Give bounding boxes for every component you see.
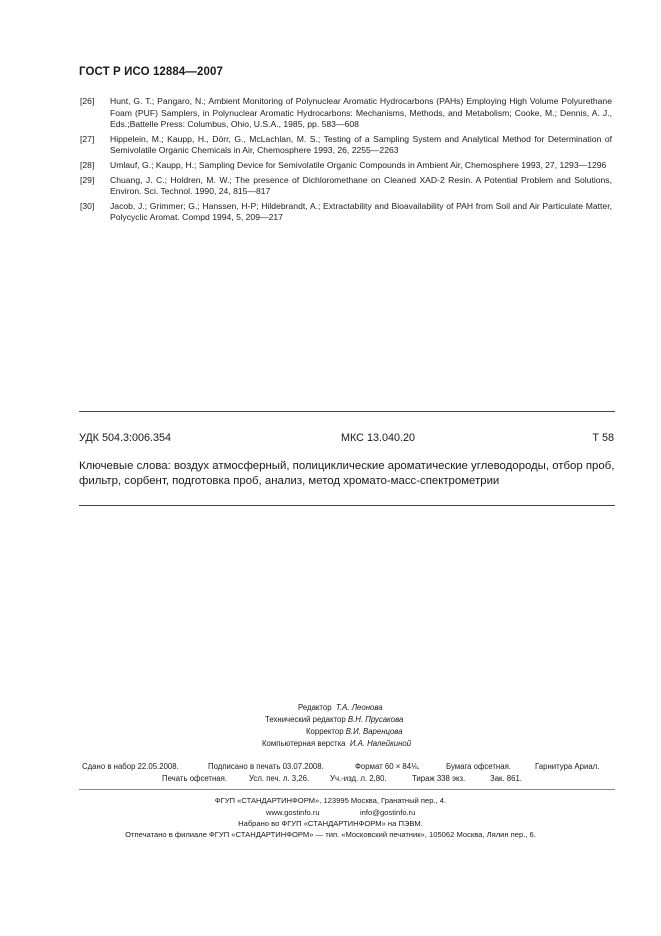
credit-label: Технический редактор [265, 715, 346, 724]
reference-text: Jacob, J.; Grimmer; G.; Hanssen, H-P; Hildebrandt, A.; Extractability and Bioavailability of PAH from Soil and Air Particulate Matter, Polycyclic Aromat. Compd 1994, 5, 209—217 [110, 200, 612, 223]
print-paper: Бумага офсетная. [446, 762, 511, 771]
publisher-site: www.gostinfo.ru [266, 808, 320, 817]
credit-layout [262, 738, 411, 750]
print-submitted: Сдано в набор 22.05.2008. [82, 762, 179, 771]
reference-number: [28] [80, 159, 95, 170]
reference-number: [27] [80, 133, 95, 144]
print-pub-sheets: Уч.-изд. л. 2,80. [330, 774, 387, 783]
credit-name: В.И. Варенцова [345, 727, 403, 736]
credit-label: Корректор [306, 727, 344, 736]
publisher-email: info@gostinfo.ru [360, 808, 416, 817]
publisher-printed: Отпечатано в филиале ФГУП «СТАНДАРТИНФОРМ» — тип. «Московский печатник», 105062 Москва, Лялин пер., 6. [125, 830, 536, 839]
print-typeface: Гарнитура Ариал. [535, 762, 600, 771]
mks-code: МКС 13.040.20 [341, 432, 415, 444]
print-order: Зак. 861. [490, 774, 522, 783]
document-code: ГОСТ Р ИСО 12884—2007 [79, 66, 224, 78]
reference-item [80, 160, 612, 172]
reference-number: [30] [80, 200, 95, 211]
credit-editor [298, 702, 383, 714]
publisher-address: ФГУП «СТАНДАРТИНФОРМ», 123995 Москва, Гранатный пер., 4. [214, 796, 447, 805]
reference-text: Umlauf, G.; Kaupp, H.; Sampling Device for Semivolatile Organic Compounds in Ambient Air, Chemosphere 1993, 27, 1293—1296 [110, 159, 607, 170]
reference-text: Hippelein, M.; Kaupp, H., Dörr, G., McLachlan, M. S.; Testing of a Sampling System and Analytical Method for Determination of Semivolatile Organic Chemicals in Air, Chemosphere 1993, 26, 2255—2263 [110, 133, 612, 156]
keywords: Ключевые слова: воздух атмосферный, полициклические ароматические углеводороды, отбор проб, фильтр, сорбент, подготовка проб, анализ, метод хромато-масс-спектрометрии [79, 460, 615, 487]
print-run: Тираж 338 экз. [412, 774, 466, 783]
bottom-divider [79, 505, 615, 506]
references-list [80, 96, 612, 227]
reference-item [80, 134, 612, 157]
credit-label: Редактор [298, 703, 332, 712]
print-format: Формат 60 × 84⅛. [355, 762, 420, 771]
publisher-typeset: Набрано во ФГУП «СТАНДАРТИНФОРМ» на ПЭВМ. [238, 819, 423, 828]
print-signed: Подписано в печать 03.07.2008. [208, 762, 324, 771]
reference-item [80, 201, 612, 224]
credit-tech-editor [265, 714, 403, 726]
reference-item [80, 175, 612, 198]
reference-number: [26] [80, 96, 95, 106]
reference-text: Chuang, J. C.; Holdren, M. W.; The presence of Dichloromethane on Cleaned XAD-2 Resin. A Potential Problem and Solutions, Environ. Sci. Technol. 1990, 24, 815—817 [110, 174, 612, 197]
credit-corrector [306, 726, 403, 738]
credit-name: Т.А. Леонова [335, 703, 383, 712]
reference-text: Hunt, G. T.; Pangaro, N.; Ambient Monitoring of Polynuclear Aromatic Hydrocarbons (PAHs) Employing High Volume Polyurethane Foam (PUF) Samplers, in Polynuclear Aromatic Hydrocarbons: Mechanisms, Methods, and Metabolism; Cooke, M.; Dennis, A. J., Eds.;Battelle Press: Columbus, Ohio, U.S.A., 1985, pp. 583—608 [110, 96, 612, 130]
credit-name: В.Н. Прусакова [347, 715, 404, 724]
credit-name: И.А. Налейкиной [349, 739, 412, 748]
t-code: Т 58 [592, 432, 614, 444]
top-divider [79, 411, 615, 412]
footer-divider [79, 789, 615, 790]
print-sheets: Усл. печ. л. 3,26. [249, 774, 310, 783]
udk-code: УДК 504.3:006.354 [79, 432, 172, 444]
credit-label: Компьютерная верстка [262, 739, 346, 748]
reference-item [80, 96, 612, 131]
reference-number: [29] [80, 174, 95, 185]
print-method: Печать офсетная. [162, 774, 228, 783]
